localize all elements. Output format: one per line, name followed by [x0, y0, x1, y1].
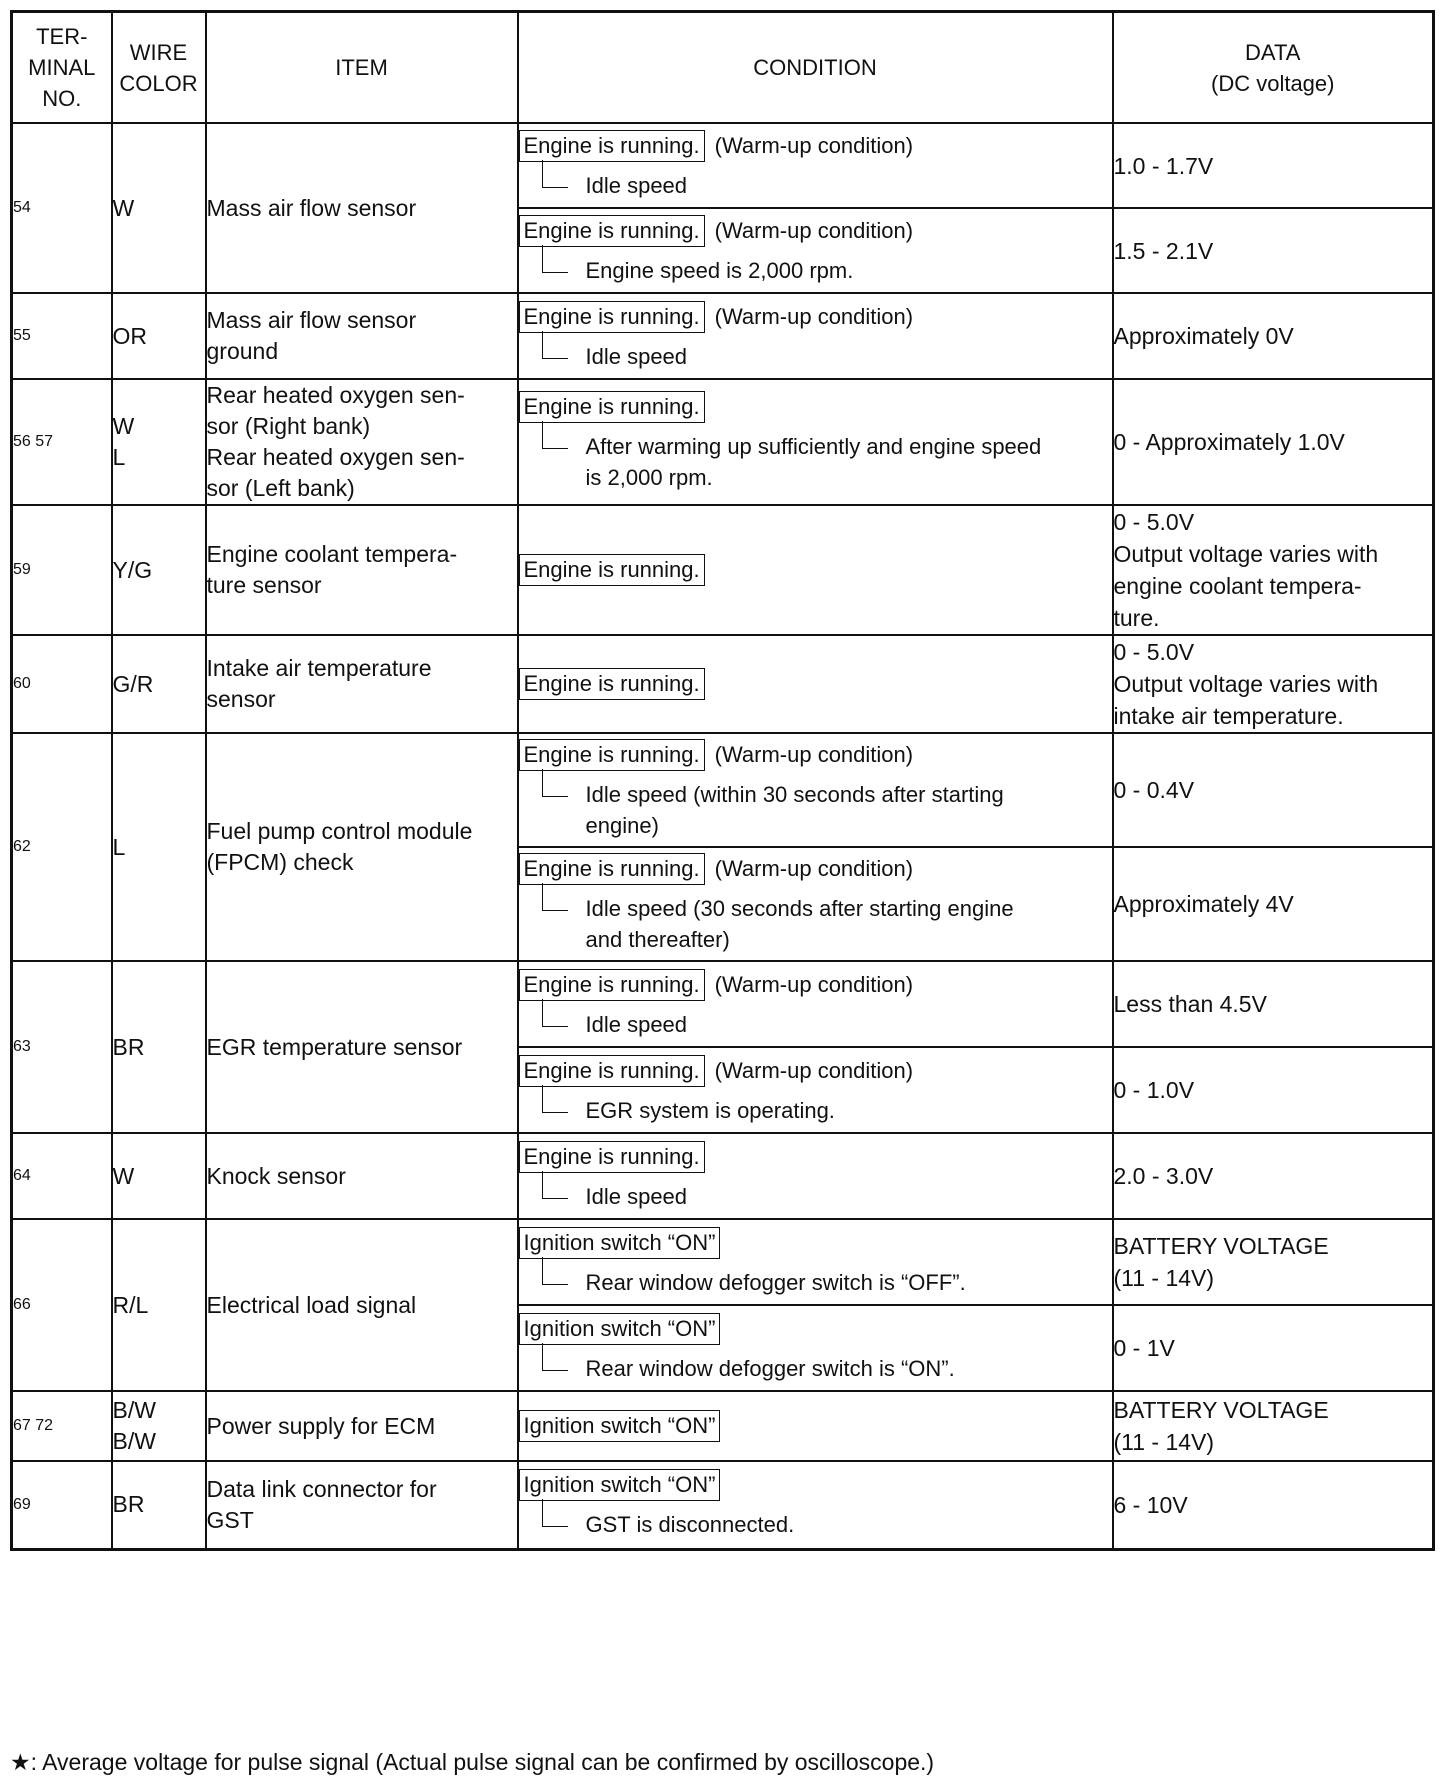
- condition-line: [519, 1410, 1112, 1442]
- condition-sub-text: Rear window defogger switch is “OFF”.: [585, 1269, 966, 1295]
- table-row: [12, 635, 1434, 733]
- condition-sub-text: After warming up sufficiently and engine speed is 2,000 rpm.: [585, 434, 1042, 490]
- condition-sub-text: Idle speed: [585, 1011, 688, 1037]
- condition-box: Engine is running.: [519, 391, 705, 423]
- condition-sub-text: Rear window defogger switch is “ON”.: [585, 1355, 955, 1381]
- cell-condition: [518, 961, 1113, 1047]
- condition-box: Ignition switch “ON”: [519, 1469, 721, 1501]
- condition-sub: [519, 1009, 1112, 1040]
- footnote: ★: Average voltage for pulse signal (Actual pulse signal can be confirmed by oscilloscope.): [10, 1749, 935, 1775]
- cell-condition: [518, 1391, 1113, 1461]
- cell-item: Electrical load signal: [206, 1219, 518, 1391]
- cell-wire: BR: [112, 1461, 206, 1549]
- cell-data: 1.5 - 2.1V: [1113, 208, 1434, 293]
- header-wire-color: WIRE COLOR: [112, 12, 206, 124]
- condition-box: Engine is running.: [519, 301, 705, 333]
- condition-sub-text: Idle speed: [585, 173, 688, 198]
- condition-box: Engine is running.: [519, 739, 705, 771]
- condition-line: [519, 739, 1112, 771]
- table-row: [12, 1461, 1434, 1549]
- bracket-connector: [542, 421, 568, 449]
- cell-data: 0 - 0.4V: [1113, 733, 1434, 847]
- cell-data: BATTERY VOLTAGE (11 - 14V): [1113, 1219, 1434, 1305]
- cell-item: Mass air flow sensor ground: [206, 293, 518, 379]
- condition-sub: [519, 341, 1112, 372]
- table-row: [12, 1133, 1434, 1219]
- condition-extra: (Warm-up condition): [714, 133, 914, 158]
- cell-data: 0 - Approximately 1.0V: [1113, 379, 1434, 505]
- bracket-connector: [542, 1171, 568, 1199]
- table-row: [12, 123, 1434, 208]
- cell-condition: [518, 208, 1113, 293]
- condition-sub: [519, 1509, 1112, 1540]
- condition-extra: (Warm-up condition): [714, 1057, 914, 1083]
- cell-wire: W L: [112, 379, 206, 505]
- bracket-connector: [542, 1499, 568, 1527]
- bracket-connector: [542, 1085, 568, 1113]
- cell-terminal: 62: [12, 733, 112, 961]
- header-row: [12, 12, 1434, 124]
- cell-condition: [518, 847, 1113, 961]
- header-condition: CONDITION: [518, 12, 1113, 124]
- condition-sub-text: GST is disconnected.: [585, 1512, 795, 1538]
- table-row: [12, 961, 1434, 1047]
- cell-data: 0 - 1.0V: [1113, 1047, 1434, 1133]
- condition-line: [519, 1055, 1112, 1087]
- condition-extra: (Warm-up condition): [714, 742, 914, 767]
- condition-sub-text: Idle speed: [585, 1183, 688, 1209]
- condition-sub: [519, 1181, 1112, 1212]
- cell-condition: [518, 1461, 1113, 1549]
- condition-line: [519, 1313, 1112, 1345]
- condition-extra: (Warm-up condition): [714, 218, 914, 243]
- condition-line: [519, 130, 1112, 162]
- cell-terminal: 60: [12, 635, 112, 733]
- table-row: [12, 733, 1434, 847]
- condition-sub: [519, 170, 1112, 201]
- cell-data: BATTERY VOLTAGE (11 - 14V): [1113, 1391, 1434, 1461]
- bracket-connector: [542, 883, 568, 911]
- condition-sub: [519, 779, 1112, 841]
- cell-data: 1.0 - 1.7V: [1113, 123, 1434, 208]
- cell-item: Power supply for ECM: [206, 1391, 518, 1461]
- condition-sub-text: Idle speed (within 30 seconds after starting engine): [585, 782, 1004, 838]
- cell-terminal: 54: [12, 123, 112, 293]
- cell-terminal: 64: [12, 1133, 112, 1219]
- cell-item: EGR temperature sensor: [206, 961, 518, 1133]
- cell-data: Less than 4.5V: [1113, 961, 1434, 1047]
- cell-item: Data link connector for GST: [206, 1461, 518, 1549]
- cell-wire: BR: [112, 961, 206, 1133]
- condition-extra: (Warm-up condition): [714, 971, 914, 997]
- condition-line: [519, 391, 1112, 423]
- cell-condition: [518, 505, 1113, 635]
- table-row: [12, 1219, 1434, 1305]
- bracket-connector: [542, 245, 568, 273]
- condition-sub: [519, 1267, 1112, 1298]
- condition-sub-text: Idle speed (30 seconds after starting engine and thereafter): [585, 896, 1014, 952]
- header-item: ITEM: [206, 12, 518, 124]
- condition-box: Engine is running.: [519, 1055, 705, 1087]
- condition-line: [519, 853, 1112, 885]
- cell-data: Approximately 0V: [1113, 293, 1434, 379]
- cell-wire: G/R: [112, 635, 206, 733]
- condition-box: Engine is running.: [519, 130, 705, 162]
- bracket-connector: [542, 1343, 568, 1371]
- bracket-connector: [542, 331, 568, 359]
- cell-condition: [518, 635, 1113, 733]
- cell-wire: OR: [112, 293, 206, 379]
- condition-line: [519, 554, 1112, 586]
- cell-data: 6 - 10V: [1113, 1461, 1434, 1549]
- condition-box: Engine is running.: [519, 215, 705, 247]
- condition-line: [519, 215, 1112, 247]
- condition-line: [519, 969, 1112, 1001]
- cell-terminal: 59: [12, 505, 112, 635]
- header-data: DATA (DC voltage): [1113, 12, 1434, 124]
- bracket-connector: [542, 999, 568, 1027]
- cell-condition: [518, 293, 1113, 379]
- cell-item: Knock sensor: [206, 1133, 518, 1219]
- cell-terminal: 66: [12, 1219, 112, 1391]
- cell-data: 0 - 5.0V Output voltage varies with engine coolant tempera- ture.: [1113, 505, 1434, 635]
- cell-item: Rear heated oxygen sen- sor (Right bank) Rear heated oxygen sen- sor (Left bank): [206, 379, 518, 505]
- condition-line: [519, 301, 1112, 333]
- cell-data: 2.0 - 3.0V: [1113, 1133, 1434, 1219]
- table-row: [12, 505, 1434, 635]
- cell-condition: [518, 1219, 1113, 1305]
- cell-data: 0 - 1V: [1113, 1305, 1434, 1391]
- cell-wire: L: [112, 733, 206, 961]
- condition-sub: [519, 431, 1112, 493]
- condition-sub-text: Idle speed: [585, 343, 688, 369]
- bracket-connector: [542, 1257, 568, 1285]
- cell-condition: [518, 1047, 1113, 1133]
- terminal-data-table: [10, 10, 1435, 1551]
- cell-condition: [518, 123, 1113, 208]
- table-body: [12, 123, 1434, 1549]
- condition-box: Engine is running.: [519, 853, 705, 885]
- cell-data: 0 - 5.0V Output voltage varies with intake air temperature.: [1113, 635, 1434, 733]
- condition-sub: [519, 893, 1112, 955]
- cell-wire: W: [112, 1133, 206, 1219]
- table-row: [12, 379, 1434, 505]
- cell-condition: [518, 1305, 1113, 1391]
- cell-wire: B/W B/W: [112, 1391, 206, 1461]
- condition-box: Engine is running.: [519, 969, 705, 1001]
- cell-item: Intake air temperature sensor: [206, 635, 518, 733]
- cell-item: Fuel pump control module (FPCM) check: [206, 733, 518, 961]
- cell-item: Mass air flow sensor: [206, 123, 518, 293]
- condition-box: Engine is running.: [519, 554, 705, 586]
- condition-extra: (Warm-up condition): [714, 303, 914, 329]
- condition-extra: (Warm-up condition): [714, 856, 914, 881]
- table-row: [12, 1391, 1434, 1461]
- cell-terminal: 56 57: [12, 379, 112, 505]
- table-row: [12, 293, 1434, 379]
- condition-sub: [519, 255, 1112, 286]
- cell-wire: W: [112, 123, 206, 293]
- cell-terminal: 63: [12, 961, 112, 1133]
- cell-condition: [518, 733, 1113, 847]
- bracket-connector: [542, 160, 568, 188]
- condition-box: Engine is running.: [519, 1141, 705, 1173]
- header-terminal-no: TER- MINAL NO.: [12, 12, 112, 124]
- cell-terminal: 55: [12, 293, 112, 379]
- condition-sub-text: EGR system is operating.: [585, 1097, 835, 1123]
- cell-condition: [518, 1133, 1113, 1219]
- bracket-connector: [542, 769, 568, 797]
- condition-sub: [519, 1095, 1112, 1126]
- cell-data: Approximately 4V: [1113, 847, 1434, 961]
- condition-line: [519, 668, 1112, 700]
- condition-box: Ignition switch “ON”: [519, 1313, 721, 1345]
- condition-sub-text: Engine speed is 2,000 rpm.: [585, 258, 854, 283]
- condition-line: [519, 1227, 1112, 1259]
- cell-wire: Y/G: [112, 505, 206, 635]
- condition-line: [519, 1469, 1112, 1501]
- condition-box: Ignition switch “ON”: [519, 1410, 721, 1442]
- cell-terminal: 69: [12, 1461, 112, 1549]
- cell-terminal: 67 72: [12, 1391, 112, 1461]
- condition-sub: [519, 1353, 1112, 1384]
- cell-wire: R/L: [112, 1219, 206, 1391]
- condition-line: [519, 1141, 1112, 1173]
- cell-condition: [518, 379, 1113, 505]
- condition-box: Ignition switch “ON”: [519, 1227, 721, 1259]
- cell-item: Engine coolant tempera- ture sensor: [206, 505, 518, 635]
- condition-box: Engine is running.: [519, 668, 705, 700]
